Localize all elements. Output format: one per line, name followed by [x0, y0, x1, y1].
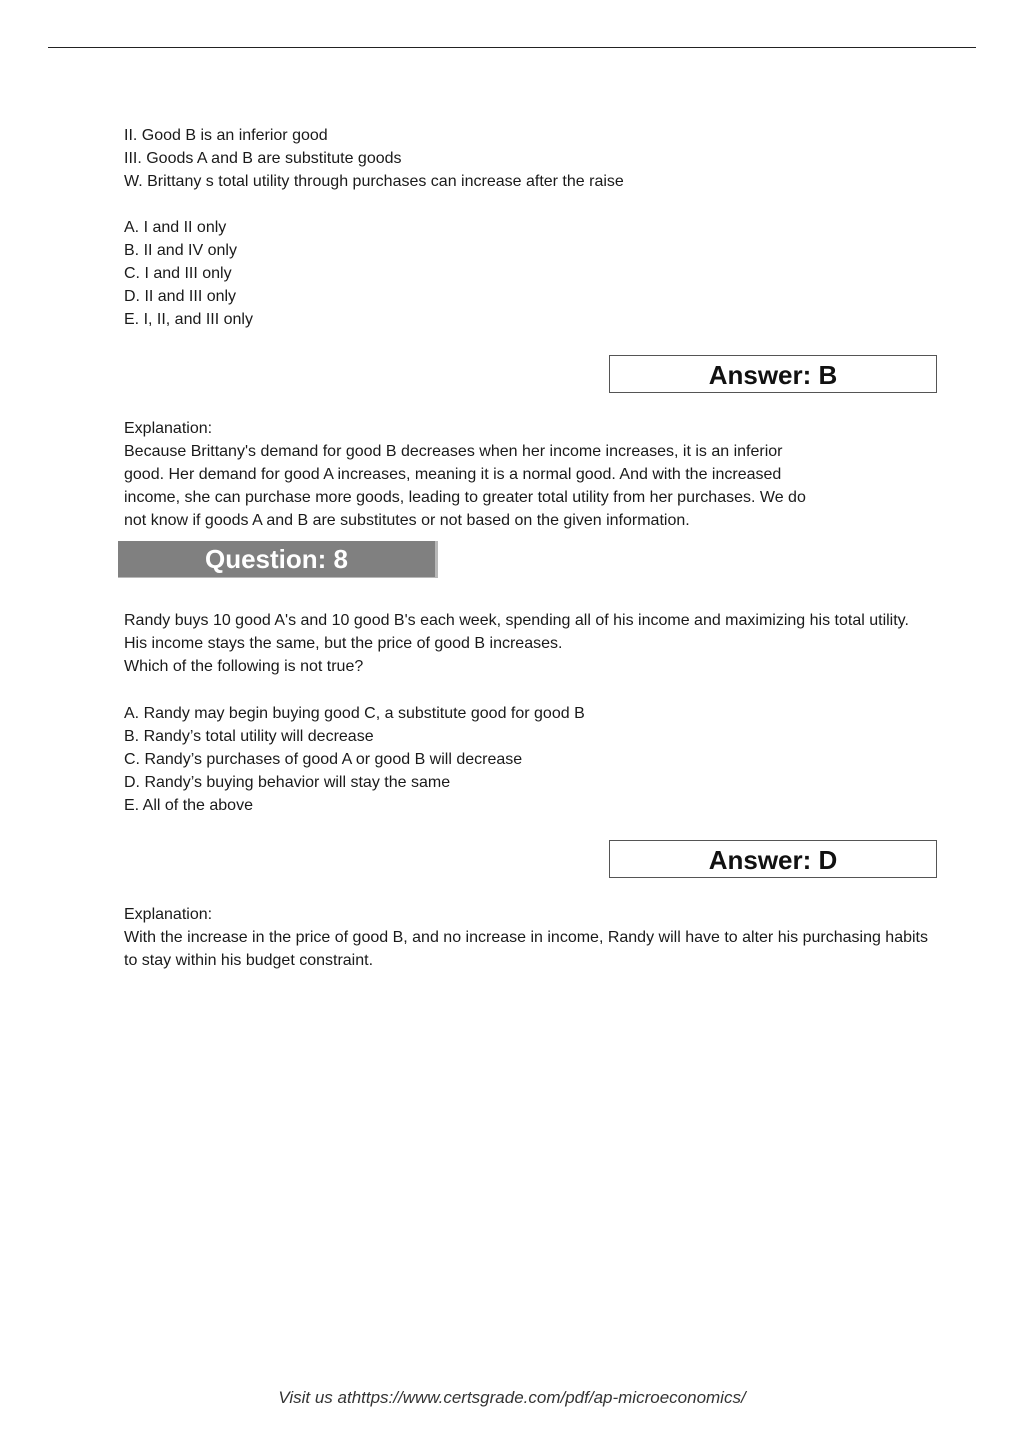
q8-option-a: A. Randy may begin buying good C, a substitute good for good B: [124, 705, 585, 722]
q7-option-d: D. II and III only: [124, 288, 237, 305]
q7-option-c: C. I and III only: [124, 265, 232, 282]
q8-explanation-label-text: Explanation:: [124, 906, 213, 923]
q8-question-text: Randy buys 10 good A's and 10 good B's each week, spending all of his income and maximizing his total utility. His income stays the same, but the price of good B increases.: [124, 612, 909, 652]
q7-answer-box: Answer: B: [609, 355, 937, 393]
q8-option-d: D. Randy’s buying behavior will stay the same: [124, 774, 451, 791]
q7-explanation-label: Explanation:: [124, 420, 213, 437]
q8-question: [124, 609, 928, 678]
q8-question-prompt: Which of the following is not true?: [124, 658, 364, 675]
q8-title-banner: Question: 8: [118, 541, 438, 578]
footer-visit-link[interactable]: Visit us athttps://www.certsgrade.com/pdf/ap-microeconomics/: [278, 1388, 746, 1407]
q7-statement: II. Good B is an inferior good: [124, 127, 328, 144]
q8-option-c: C. Randy’s purchases of good A or good B will decrease: [124, 751, 523, 768]
q7-statement: W. Brittany s total utility through purchases can increase after the raise: [124, 173, 624, 190]
q8-explanation-text: With the increase in the price of good B, and no increase in income, Randy will have to alter his purchasing habits to stay within his budget constraint.: [124, 929, 928, 969]
q8-options: [124, 702, 585, 817]
q8-explanation-label: [124, 903, 212, 926]
q7-options: [124, 216, 253, 331]
q7-explanation-line: income, she can purchase more goods, leading to greater total utility from her purchases. We do: [124, 489, 806, 506]
q7-explanation-line: not know if goods A and B are substitutes or not based on the given information.: [124, 512, 690, 529]
q8-option-e: E. All of the above: [124, 797, 253, 814]
q7-option-b: B. II and IV only: [124, 242, 237, 259]
q7-explanation: [124, 417, 806, 532]
q7-statements: [124, 124, 624, 193]
q7-statement: III. Goods A and B are substitute goods: [124, 150, 402, 167]
q7-explanation-line: Because Brittany's demand for good B decreases when her income increases, it is an inferior: [124, 443, 783, 460]
q8-answer-box: Answer: D: [609, 840, 937, 878]
header-rule: [48, 47, 976, 48]
q8-option-b: B. Randy’s total utility will decrease: [124, 728, 374, 745]
q7-option-a: A. I and II only: [124, 219, 227, 236]
q7-explanation-line: good. Her demand for good A increases, meaning it is a normal good. And with the increased: [124, 466, 782, 483]
q7-option-e: E. I, II, and III only: [124, 311, 253, 328]
